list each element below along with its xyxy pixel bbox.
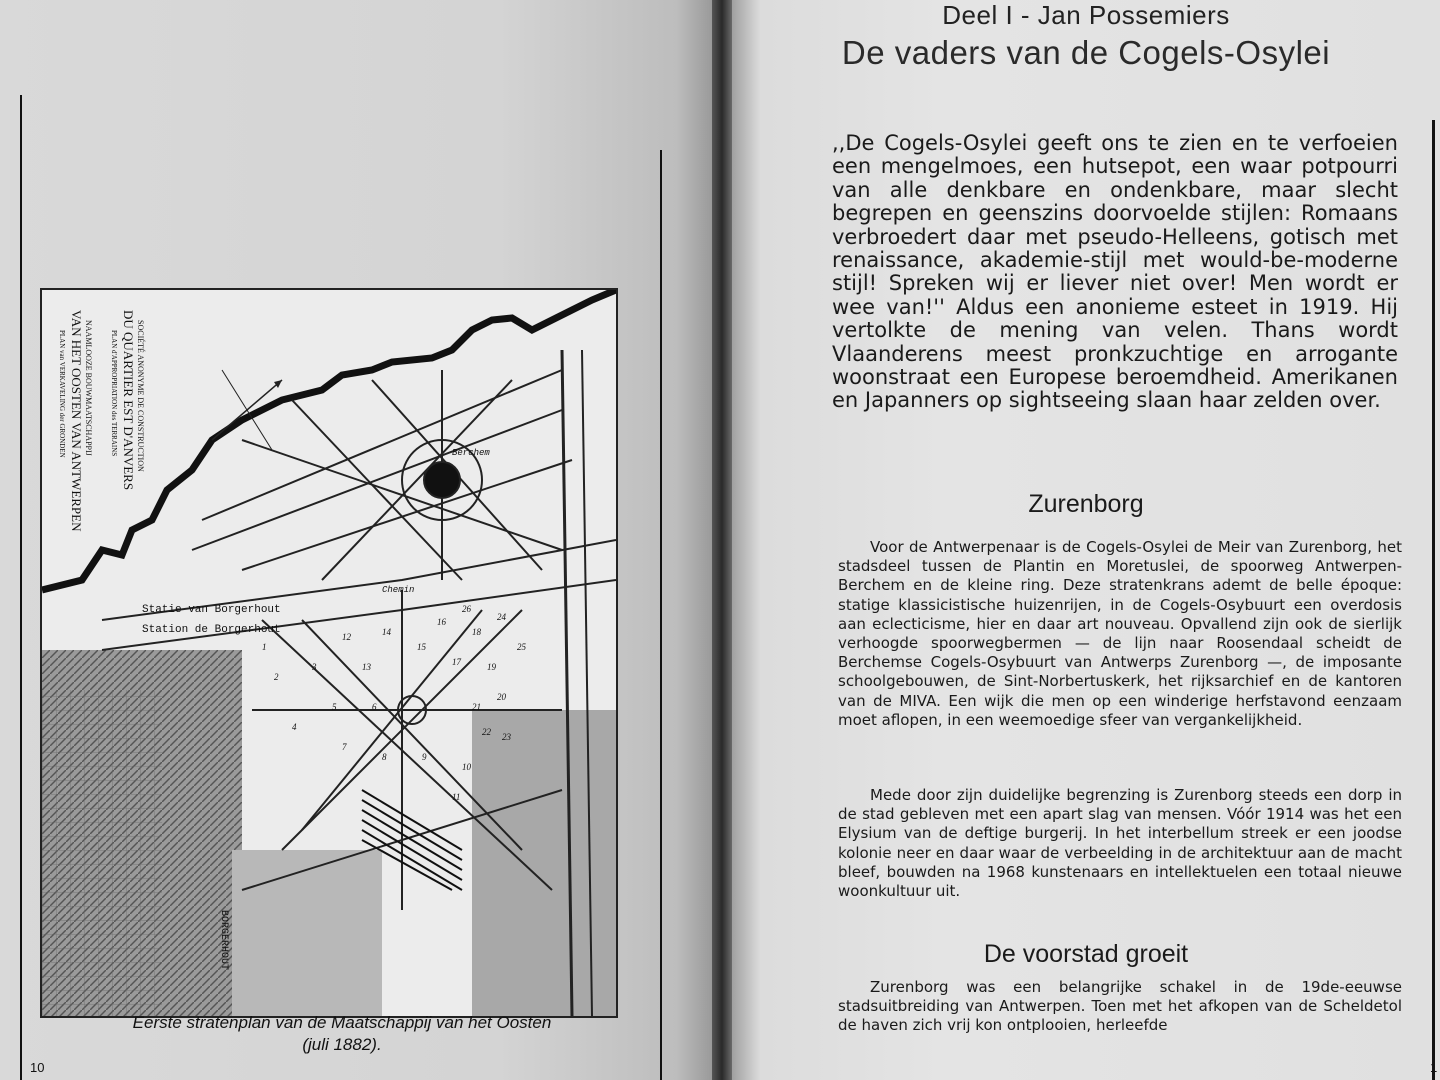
- map-title-line-1: NAAMLOOZE BOUWMAATSCHAPPIJ: [84, 320, 93, 456]
- lot-number: 8: [382, 752, 387, 762]
- page-number-right: 1: [1430, 1060, 1438, 1075]
- left-page: [0, 0, 712, 1080]
- body-paragraph: Voor de Antwerpenaar is de Cogels-Osylei de Meir van Zurenborg, het stadsdeel tussen de Plantin en Moretuslei, de spoorweg Antwerpen-Berchem en de kleine ring. Deze stratenkrans ademt de belle époque: statige klassicistische huizenrijen, in de Cogels-Osybuurt een overdosis aan eclecticisme, hier en daar art nouveau. Opvallend zijn ook de sierlijk verhoogde spoorwegbermen — de lijn naar Roosendaal scheidt de Berchemse Cogels-Osybuurt van Antwerps Zurenborg —, de imposante schoolgebouwen, de Sint-Norbertuskerk, het rijksarchief en de kantoren van de MIVA. Een wijk die men op een winderige herfstavond eenzaam moet aflopen, in een weemoedige sfeer van vergankelijkheid.: [838, 538, 1402, 729]
- page-number-left: 10: [30, 1060, 45, 1075]
- book-gutter: [712, 0, 732, 1080]
- lot-number: 26: [462, 604, 471, 614]
- intro-quote: ,,De Cogels-Osylei geeft ons te zien en te verfoeien een mengelmoes, een hutsepot, een waar potpourri van alle denkbare en ondenkbare, maar slecht begrepen en geenszins doorvoelde stijlen: Romaans verbroedert daar met pseudo-Helleens, gotisch met renaissance, akademie-stijl met would-be-moderne stijl! Spreken wij er liever niet over! Men wordt er wee van!'' Aldus een anonieme esteet in 1919. Hij vertolkte de mening van velen. Thans wordt Vlaanderens meest pronkzuchtige en arrogante woonstraat een Europese beroemdheid. Amerikanen en Japanners op sightseeing slaan haar zelden over.: [832, 131, 1398, 413]
- show-through-text: [30, 100, 650, 260]
- map-title-line-4: SOCIÉTÉ ANONYME DE CONSTRUCTION: [136, 320, 145, 472]
- right-margin-rule: [1430, 120, 1438, 1080]
- lot-number: 17: [452, 657, 461, 667]
- lot-number: 4: [292, 722, 297, 732]
- lot-number: 13: [362, 662, 371, 672]
- lot-number: 24: [497, 612, 506, 622]
- lot-number: 15: [417, 642, 426, 652]
- lot-number: 14: [382, 627, 391, 637]
- section-heading-voorstad: De voorstad groeit: [983, 940, 1189, 968]
- lot-number: 7: [342, 742, 347, 752]
- left-margin-rule: [20, 95, 22, 1080]
- body-paragraph: Mede door zijn duidelijke begrenzing is Zurenborg steeds een dorp in de stad gebleven met een apart slag van mensen. Vóór 1914 was het een Elysium van de deftige burgerij. In het interbellum streek er een joodse kolonie neer en daar waar de verbeelding in de architektuur aan de macht bleef, bouwden na 1968 kunstenaars en intellektuelen een totaal nieuwe woonkultuur uit.: [838, 786, 1402, 901]
- lot-number: 1: [262, 642, 267, 652]
- lot-number: 12: [342, 632, 351, 642]
- area-label-borgerhout: BORGERHOUT: [218, 910, 229, 971]
- map-title-line-6: PLAN d'APPROPRIATION des TERRAINS: [110, 330, 118, 457]
- map-caption-line-1: Eerste stratenplan van de Maatschappij van het Oosten: [132, 1013, 552, 1032]
- section-heading-zurenborg: Zurenborg: [1028, 490, 1144, 518]
- street-plan-map: [40, 288, 618, 1018]
- body-paragraph: Zurenborg was een belangrijke schakel in de 19de-eeuwse stadsuitbreiding van Antwerpen. Toen met het afkopen van de Scheldetol de haven zich vrij kon ontplooien, herleefde: [838, 978, 1402, 1035]
- station-label-fr: Station de Borgerhout: [142, 624, 281, 636]
- lot-number: 22: [482, 727, 491, 737]
- right-margin-rule: [660, 150, 662, 1080]
- lot-number: 5: [332, 702, 337, 712]
- lot-number: 23: [502, 732, 511, 742]
- street-label-berchem: Berchem: [452, 448, 490, 458]
- lot-number: 10: [462, 762, 471, 772]
- lot-number: 18: [472, 627, 481, 637]
- lot-number: 6: [372, 702, 377, 712]
- lot-number: 3: [312, 662, 317, 672]
- chapter-title: De vaders van de Cogels-Osylei: [841, 34, 1331, 71]
- lot-number: 20: [497, 692, 506, 702]
- right-page: [732, 0, 1440, 1080]
- chapter-author-heading: Deel I - Jan Possemiers: [942, 0, 1230, 30]
- lot-number: 25: [517, 642, 526, 652]
- map-caption-line-2: (juli 1882).: [302, 1035, 382, 1054]
- map-caption: [40, 1012, 644, 1056]
- street-label-chemin: Chemin: [382, 585, 415, 595]
- map-title-line-3: PLAN van VERKAVELING der GRONDEN: [58, 330, 66, 458]
- lot-number: 16: [437, 617, 446, 627]
- station-label-nl: Statie van Borgerhout: [142, 604, 281, 616]
- lot-number: 21: [472, 702, 481, 712]
- map-title-line-2: VAN HET OOSTEN VAN ANTWERPEN: [69, 310, 84, 532]
- lot-number: 19: [487, 662, 496, 672]
- lot-number: 2: [274, 672, 279, 682]
- lot-number: 9: [422, 752, 427, 762]
- lot-number: 11: [452, 792, 461, 802]
- map-title-line-5: DU QUARTIER EST D'ANVERS: [121, 310, 136, 491]
